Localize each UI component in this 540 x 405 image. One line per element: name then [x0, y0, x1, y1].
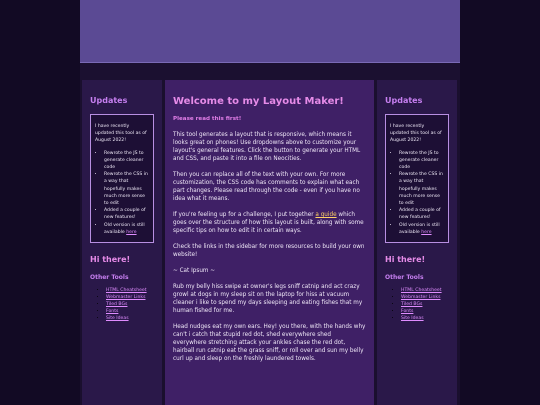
guide-text-after: which goes over the structure of how this layout is built, along with some specific tips on how to edit it in certain ways. — [173, 212, 364, 234]
list-item — [399, 222, 444, 236]
updates-list — [95, 150, 149, 236]
left-background-strip — [0, 0, 80, 405]
nav-gap — [80, 63, 460, 80]
sidebar-links-paragraph: Check the links in the sidebar for more resources to build your own website! — [173, 244, 365, 258]
hi-there-heading: Hi there! — [385, 255, 426, 265]
other-tools-heading: Other Tools — [385, 274, 424, 282]
updates-intro: I have recently updated this tool as of August 2022! — [390, 124, 442, 144]
cat-ipsum-heading: ~ Cat Ipsum ~ — [173, 268, 216, 274]
list-item: • Rewrote the CSS in a way that hopefully makes much more sense to edit — [104, 171, 149, 207]
tiled-bgs-link[interactable]: Tiled BGs — [106, 302, 128, 308]
list-item — [401, 301, 451, 308]
tools-list — [88, 287, 156, 322]
guide-paragraph — [173, 211, 366, 235]
main-content — [165, 80, 374, 405]
list-item — [106, 301, 156, 308]
guide-link[interactable]: a guide — [315, 212, 337, 218]
list-item: • Added a couple of new features! — [104, 207, 149, 221]
cat-ipsum-paragraph-2: Head nudges eat my own ears. Hey! you there, with the hands why can't i catch that stupid red dot, shed everywhere shed everywhere stretching attack your ankles chase the red dot, hairball run catnip eat the grass sniff, or roll over and sun my belly curl up and sleep on the freshly laundered towels. — [173, 324, 366, 362]
html-cheatsheet-link[interactable]: HTML Cheatsheet — [401, 288, 442, 294]
updates-intro: I have recently updated this tool as of August 2022! — [95, 124, 147, 144]
list-item — [106, 294, 156, 301]
intro-paragraph: This tool generates a layout that is responsive, which means it looks great on phones! Use dropdowns above to customize your layout's general features. Click the button to generate your HTML and CSS, and paste it into a file on Neocities. — [173, 132, 361, 162]
list-item — [106, 315, 156, 322]
left-sidebar — [82, 80, 162, 405]
tiled-bgs-link[interactable]: Tiled BGs — [401, 302, 423, 308]
old-version-link[interactable]: here — [126, 229, 137, 235]
list-item — [104, 222, 149, 236]
list-item — [401, 308, 451, 315]
customize-paragraph: Then you can replace all of the text with your own. For more customization, the CSS code has comments to explain what each part changes. Please read through the code - even if you have no idea what it means. — [173, 172, 360, 202]
list-item: • Added a couple of new features! — [399, 207, 444, 221]
fonts-link[interactable]: Fonts — [401, 309, 414, 315]
list-item — [401, 315, 451, 322]
cat-ipsum-paragraph-1: Rub my belly hiss swipe at owner's legs sniff catnip and act crazy growl at dogs in my sleep sit on the laptop for hiss at vacuum cleaner i like to spend my days sleeping and eating fishes that my human fished for me. — [173, 284, 363, 314]
read-first-notice: Please read this first! — [173, 116, 242, 122]
updates-heading: Updates — [90, 96, 128, 105]
webmaster-links-link[interactable]: Webmaster Links — [106, 295, 146, 301]
tools-list — [383, 287, 451, 322]
hi-there-heading: Hi there! — [90, 255, 131, 265]
webmaster-links-link[interactable]: Webmaster Links — [401, 295, 441, 301]
list-item: • Rewrote the JS to generate cleaner code — [104, 150, 149, 172]
header-banner — [80, 0, 460, 63]
list-item — [106, 287, 156, 294]
html-cheatsheet-link[interactable]: HTML Cheatsheet — [106, 288, 147, 294]
fonts-link[interactable]: Fonts — [106, 309, 119, 315]
old-version-text: Old version is still available — [399, 222, 440, 235]
other-tools-heading: Other Tools — [90, 274, 129, 282]
site-ideas-link[interactable]: Site Ideas — [106, 316, 129, 322]
list-item — [106, 308, 156, 315]
list-item: • Rewrote the CSS in a way that hopefully makes much more sense to edit — [399, 171, 444, 207]
old-version-link[interactable]: here — [421, 229, 432, 235]
list-item — [401, 287, 451, 294]
page-wrapper — [80, 0, 460, 405]
list-item: • Rewrote the JS to generate cleaner code — [399, 150, 444, 172]
right-background-strip — [460, 0, 540, 405]
updates-box — [385, 114, 449, 243]
page-title: Welcome to my Layout Maker! — [173, 96, 344, 107]
updates-box — [90, 114, 154, 243]
updates-heading: Updates — [385, 96, 423, 105]
right-sidebar — [377, 80, 457, 405]
list-item — [401, 294, 451, 301]
site-ideas-link[interactable]: Site Ideas — [401, 316, 424, 322]
guide-text-before: If you're feeling up for a challenge, I put together — [173, 212, 316, 218]
old-version-text: Old version is still available — [104, 222, 145, 235]
updates-list — [390, 150, 444, 236]
